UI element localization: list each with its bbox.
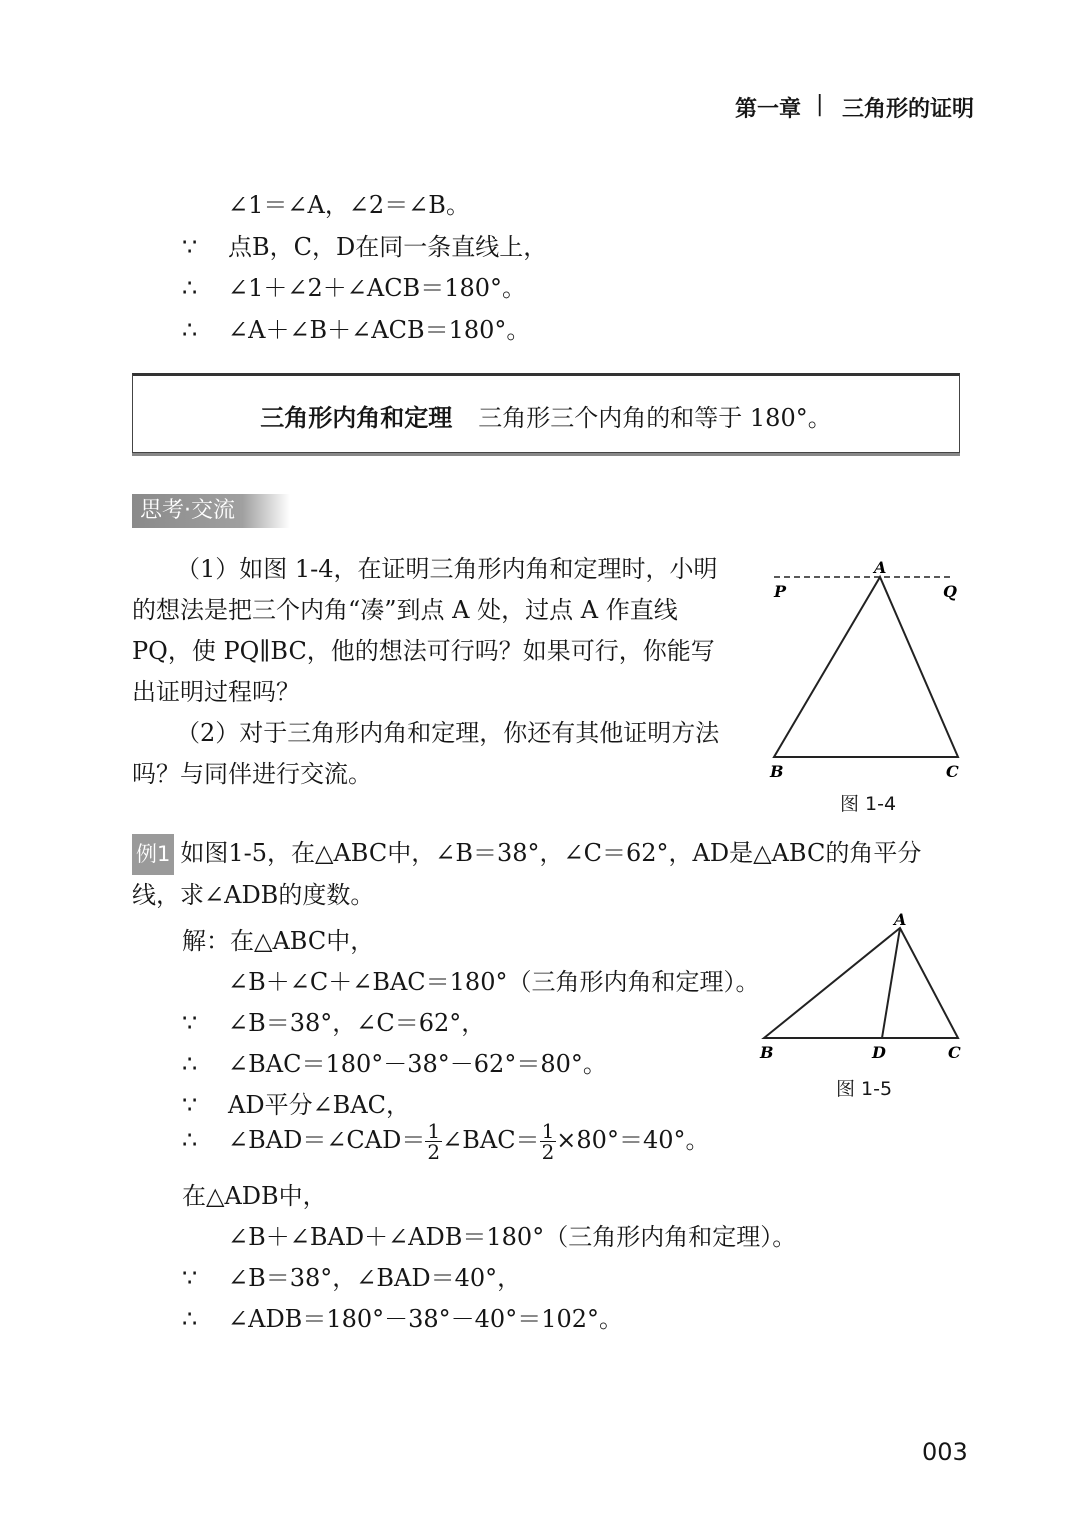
solution-line-1: ∠B＋∠C＋∠BAC＝180°（三角形内角和定理）。 [228, 968, 760, 996]
solution-text: ∠ADB＝180°－38°－40°＝102°。 [228, 1305, 624, 1333]
solution-line-3 [182, 1044, 607, 1079]
example-tag: 例1 [132, 834, 174, 875]
example-1 [132, 833, 962, 916]
solution-text: ∠B＝38°，∠C＝62°， [228, 1009, 486, 1037]
proof-line-2 [182, 227, 547, 262]
fraction-half [425, 1121, 442, 1162]
label-d: D [872, 1043, 886, 1062]
solution-line-8 [182, 1258, 521, 1293]
because-symbol: ∵ [182, 233, 198, 261]
proof-text: ∠1＋∠2＋∠ACB＝180°。 [228, 274, 527, 302]
solution-text: ∠BAC＝ [442, 1126, 540, 1154]
fraction-numerator: 1 [427, 1119, 441, 1143]
label-b: B [760, 1043, 774, 1062]
proof-text: 点B，C，D在同一条直线上， [228, 233, 548, 261]
solution-text: ∠BAD＝∠CAD＝ [228, 1126, 426, 1154]
label-b: B [770, 762, 784, 781]
example-text: 如图1-5，在△ABC中，∠B＝38°，∠C＝62°，AD是△ABC的角平分线，求∠ADB的度数。 [132, 839, 922, 909]
think-discuss-tag: 思考·交流 [132, 494, 290, 528]
fraction-numerator: 1 [541, 1119, 555, 1143]
label-p: P [774, 582, 787, 601]
label-a: A [894, 912, 907, 929]
segment-ad [882, 928, 900, 1038]
proof-text: ∠A＋∠B＋∠ACB＝180°。 [228, 316, 531, 344]
solution-text: ∠B＝38°，∠BAD＝40°， [228, 1264, 522, 1292]
therefore-symbol: ∴ [182, 1050, 198, 1078]
solution-line-2 [182, 1003, 485, 1038]
proof-line-1: ∠1＝∠A，∠2＝∠B。 [228, 191, 470, 219]
therefore-symbol: ∴ [182, 316, 198, 344]
solution-line-6: 在△ADB中， [182, 1182, 327, 1210]
page-number: 003 [922, 1438, 968, 1466]
solution-text: ∠BAC＝180°－38°－62°＝80°。 [228, 1050, 607, 1078]
because-symbol: ∵ [182, 1009, 198, 1037]
label-c: C [946, 762, 959, 781]
header-separator: | [816, 92, 824, 117]
solution-line-4 [182, 1085, 410, 1120]
fraction-denominator: 2 [541, 1140, 555, 1164]
therefore-symbol: ∴ [182, 274, 198, 302]
triangle-abc [774, 577, 958, 757]
solution-label: 解：在△ABC中， [182, 927, 375, 955]
label-a: A [874, 558, 887, 577]
think-question-1: （1）如图 1-4，在证明三角形内角和定理时，小明的想法是把三个内角“凑”到点 A 处，过点 A 作直线 PQ，使 PQ∥BC，他的想法可行吗？如果可行，你能写出证明过程吗？ [132, 555, 718, 706]
think-question-2: （2）对于三角形内角和定理，你还有其他证明方法吗？与同伴进行交流。 [132, 719, 720, 788]
solution-line-5 [182, 1120, 709, 1162]
because-symbol: ∵ [182, 1264, 198, 1292]
solution-text: ×80°＝40°。 [556, 1126, 710, 1154]
figure-1-4-caption: 图 1-4 [840, 793, 897, 815]
because-symbol: ∵ [182, 1091, 198, 1119]
label-c: C [948, 1043, 961, 1062]
fraction-denominator: 2 [427, 1140, 441, 1164]
figure-1-5 [752, 912, 972, 1067]
chapter-title: 三角形的证明 [842, 97, 975, 122]
fraction-half [540, 1121, 557, 1162]
solution-text: AD平分∠BAC， [228, 1091, 411, 1119]
theorem-box [132, 373, 960, 453]
theorem-text: 三角形三个内角的和等于 180°。 [478, 404, 832, 432]
proof-line-3 [182, 268, 526, 303]
theorem-title: 三角形内角和定理 [260, 404, 453, 432]
proof-line-4 [182, 310, 530, 345]
figure-1-4 [760, 558, 970, 783]
chapter-label: 第一章 [735, 97, 802, 122]
label-q: Q [943, 582, 957, 601]
solution-line-7: ∠B＋∠BAD＋∠ADB＝180°（三角形内角和定理）。 [228, 1223, 797, 1251]
therefore-symbol: ∴ [182, 1126, 198, 1154]
triangle-abc [764, 928, 958, 1038]
solution-line-9 [182, 1299, 623, 1334]
figure-1-5-caption: 图 1-5 [836, 1078, 893, 1100]
therefore-symbol: ∴ [182, 1305, 198, 1333]
